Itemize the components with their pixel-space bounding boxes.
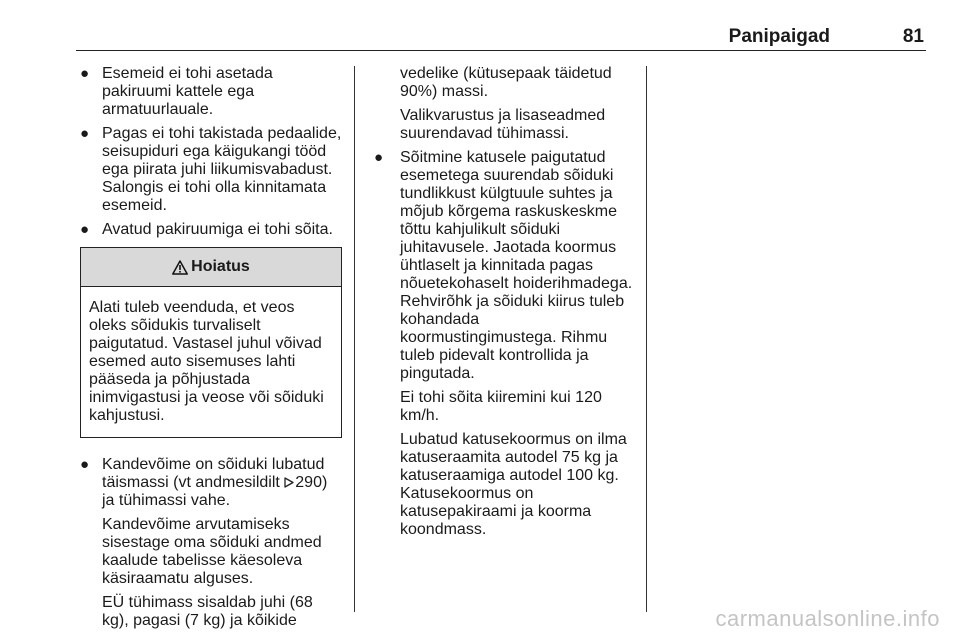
list-item-text: Avatud pakiruumiga ei tohi sõita. xyxy=(102,221,333,238)
page-reference-link[interactable]: 290) xyxy=(295,474,328,491)
page-number: 81 xyxy=(902,26,924,47)
paragraph: EÜ tühimass sisaldab juhi (68 kg), pagasi (7 kg) ja kõikide xyxy=(102,594,313,629)
list-item xyxy=(80,125,342,215)
bullet-icon: ● xyxy=(80,125,90,142)
page-header xyxy=(76,22,926,51)
continued-text xyxy=(374,65,636,143)
paragraph: Valikvarustus ja lisaseadmed suurendavad tühimassi. xyxy=(400,107,606,142)
bullet-icon: ● xyxy=(80,456,90,473)
page-title: Panipaigad xyxy=(728,26,830,47)
list-item xyxy=(374,149,636,539)
warning-title: Hoiatus xyxy=(191,258,250,275)
warning-header xyxy=(81,248,341,287)
column-divider-right xyxy=(646,66,647,612)
list-item-text: Esemeid ei tohi asetada pakiruumi kattele ega armatuurlauale. xyxy=(102,65,273,118)
list-item-text: Kandevõime on sõiduki lubatud täismassi (vt andmesildilt 290) ja tühimassi vahe. xyxy=(102,456,328,509)
right-column xyxy=(374,65,636,545)
list-item xyxy=(80,65,342,119)
bullet-icon: ● xyxy=(80,221,90,238)
warning-text: Alati tuleb veenduda, et veos oleks sõidukis turvaliselt paigutatud. Vastasel juhul võivad esemed auto sisemuses lahti pääseda ja põhjustada inimvigastusi ja veose või sõiduki kahjustusi. xyxy=(89,299,324,424)
list-item-text: Pagas ei tohi takistada pedaalide, seisupiduri ega käigukangi tööd ega piirata juhi liikumisvabadust. Salongis ei tohi olla kinnitamata esemeid. xyxy=(102,125,342,214)
paragraph: Sõitmine katusele paigutatud esemetega suurendab sõiduki tundlikkust külgtuule suhtes ja mõjub kõrgema raskuskeskme tõttu kahjulikult sõiduki juhitavusele. Jaotada koormus ühtlaselt ja kinnitada pagas nõuetekohaselt hoiderihmadega. Rehvirõhk ja sõiduki kiirus tuleb kohandada koormustingimustega. Rihmu tuleb pidevalt kontrollida ja pingutada. xyxy=(400,149,633,382)
paragraph: Kandevõime arvutamiseks sisestage oma sõiduki andmed kaalude tabelisse käesoleva käsiraamatu alguses. xyxy=(102,516,322,587)
list-item xyxy=(80,456,342,630)
paragraph: Lubatud katusekoormus on ilma katuseraamita autodel 75 kg ja katuseraamiga autodel 100 kg. Katusekoormus on katusepakiraami ja koorma koondmass. xyxy=(400,431,627,538)
column-divider-left xyxy=(354,66,355,612)
paragraph: vedelike (kütusepaak täidetud 90%) massi. xyxy=(400,65,612,100)
left-column xyxy=(80,65,342,636)
paragraph: Ei tohi sõita kiiremini kui 120 km/h. xyxy=(400,389,602,424)
bullet-icon: ● xyxy=(80,65,90,82)
bullet-icon: ● xyxy=(374,149,384,166)
warning-box xyxy=(80,247,342,438)
watermark: carmanualsonline.info xyxy=(715,606,940,631)
list-item xyxy=(80,221,342,239)
warning-triangle-icon xyxy=(172,260,188,275)
page-reference-arrow-icon[interactable] xyxy=(284,477,294,488)
